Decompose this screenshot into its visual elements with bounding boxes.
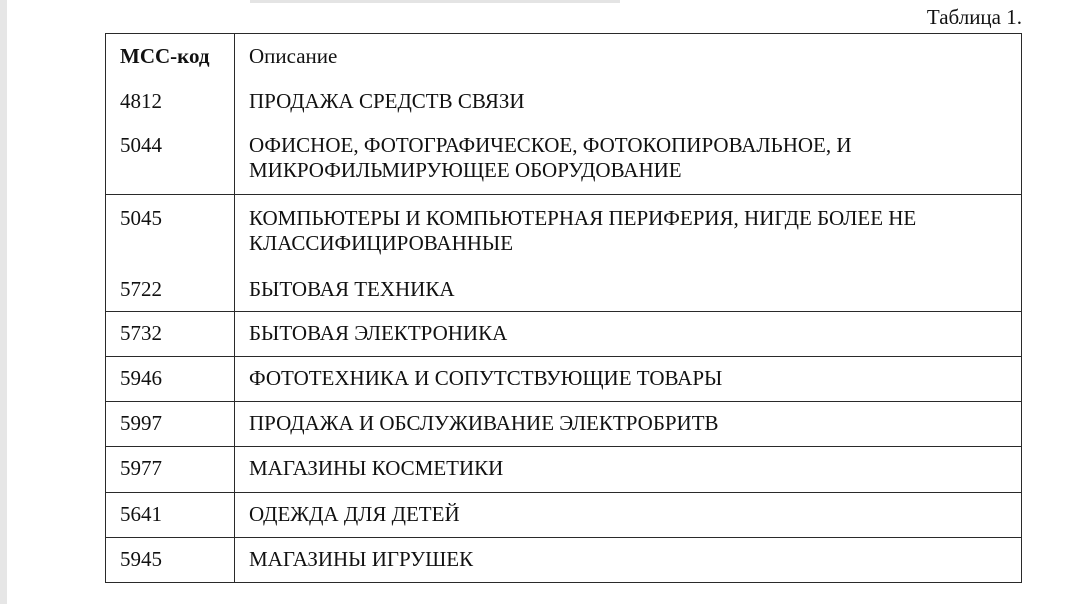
table-row: [106, 402, 1022, 447]
mcc-code-cell: 5946: [106, 357, 235, 402]
mcc-code-cell: 5045: [106, 195, 235, 266]
mcc-code-cell: 4812: [106, 79, 235, 124]
description-cell: МАГАЗИНЫ ИГРУШЕК: [235, 538, 1022, 583]
description-cell: ПРОДАЖА СРЕДСТВ СВЯЗИ: [235, 79, 1022, 124]
table-row: [106, 195, 1022, 266]
mcc-code-cell: 5977: [106, 447, 235, 493]
table-row: [106, 357, 1022, 402]
previous-page-edge: [250, 0, 620, 3]
description-cell: БЫТОВАЯ ЭЛЕКТРОНИКА: [235, 312, 1022, 357]
description-cell: БЫТОВАЯ ТЕХНИКА: [235, 266, 1022, 312]
mcc-code-cell: 5044: [106, 124, 235, 195]
table-row: [106, 538, 1022, 583]
description-cell: КОМПЬЮТЕРЫ И КОМПЬЮТЕРНАЯ ПЕРИФЕРИЯ, НИГДЕ БОЛЕЕ НЕ КЛАССИФИЦИРОВАННЫЕ: [235, 195, 1022, 266]
table-row: [106, 124, 1022, 195]
table-row: [106, 312, 1022, 357]
header-cell-description: Описание: [235, 34, 1022, 79]
table-row: [106, 447, 1022, 493]
table-row: [106, 493, 1022, 538]
table-row: [106, 266, 1022, 312]
description-cell: ПРОДАЖА И ОБСЛУЖИВАНИЕ ЭЛЕКТРОБРИТВ: [235, 402, 1022, 447]
description-cell: ОДЕЖДА ДЛЯ ДЕТЕЙ: [235, 493, 1022, 538]
mcc-code-cell: 5945: [106, 538, 235, 583]
table-header-row: [106, 34, 1022, 79]
table-row: [106, 79, 1022, 124]
description-cell: ОФИСНОЕ, ФОТОГРАФИЧЕСКОЕ, ФОТОКОПИРОВАЛЬНОЕ, И МИКРОФИЛЬМИРУЮЩЕЕ ОБОРУДОВАНИЕ: [235, 124, 1022, 195]
header-cell-code: MCC-код: [106, 34, 235, 79]
mcc-table: [105, 33, 1022, 583]
mcc-code-cell: 5997: [106, 402, 235, 447]
description-cell: МАГАЗИНЫ КОСМЕТИКИ: [235, 447, 1022, 493]
mcc-code-cell: 5641: [106, 493, 235, 538]
mcc-code-cell: 5722: [106, 266, 235, 312]
description-cell: ФОТОТЕХНИКА И СОПУТСТВУЮЩИЕ ТОВАРЫ: [235, 357, 1022, 402]
table-caption: Таблица 1.: [926, 5, 1022, 29]
mcc-code-cell: 5732: [106, 312, 235, 357]
viewer-left-edge: [0, 0, 7, 604]
